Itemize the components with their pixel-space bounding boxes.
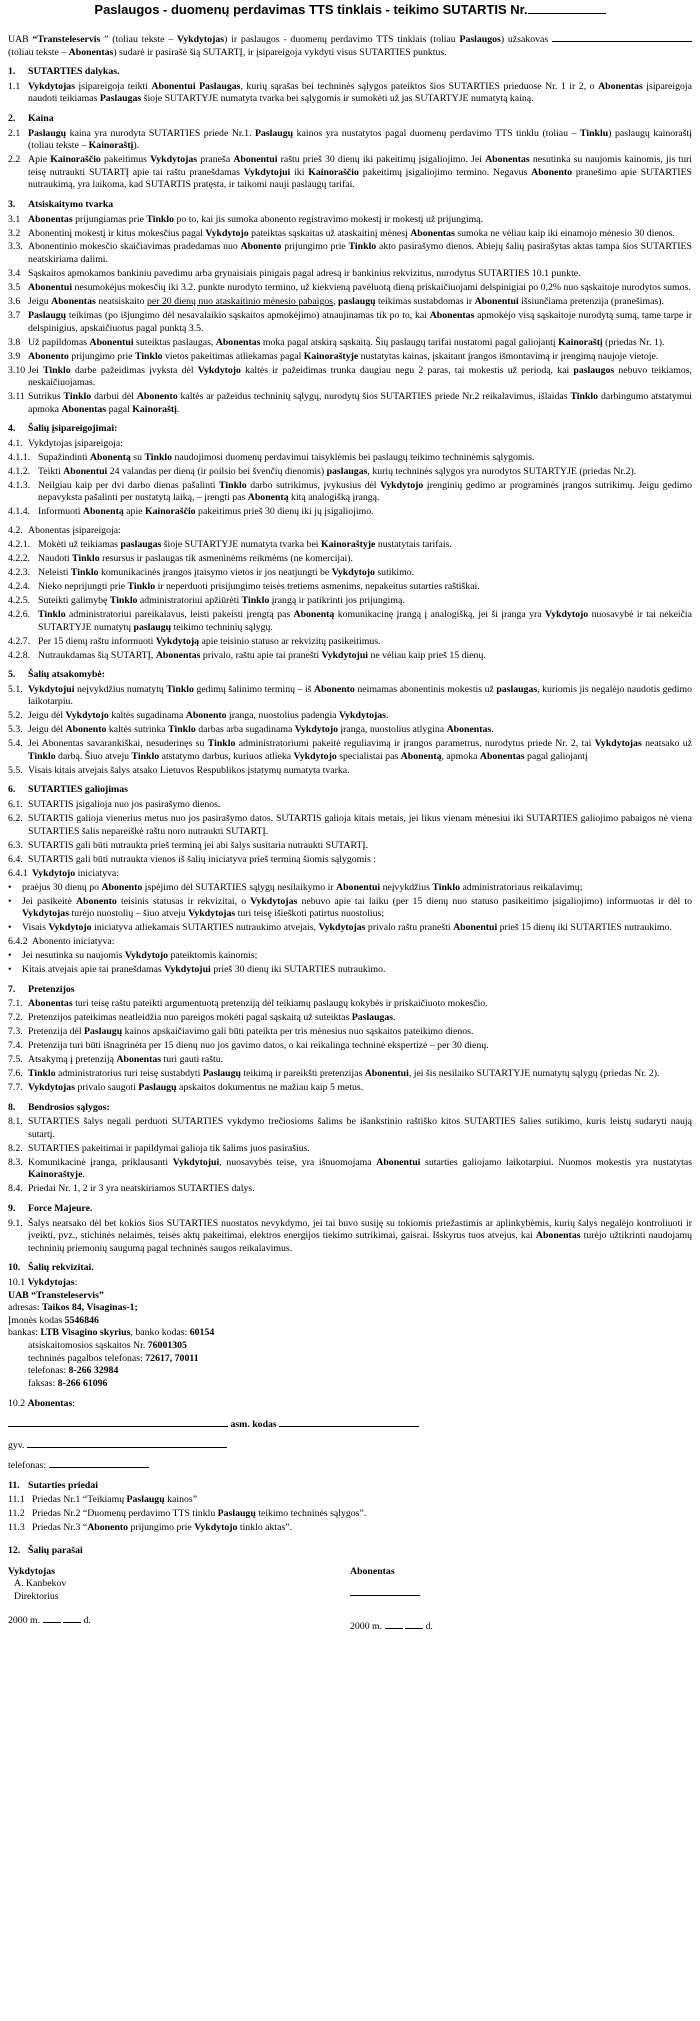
clause: 9.1. Šalys neatsako dėl bet kokios šios SUTARTIES nuostatos nevykdymo, jei tai buvo susiję su tokiomis priežastimis ar aplinkybėmis, kurių šalys negalėjo kontroliuoti ir įveikti, pvz., stichinės nelaimės, teisės aktų pakeitimai, elektros energijos tiekimo sutrikimai, gaisrai. Išskyrus tuos atvejus, kai Abonentas turėjo užtikrinti naudojamų techninių priemonių saugumą pagal techninės saugos reikalavimus.	[8, 1217, 692, 1254]
section-heading: 1. SUTARTIES dalykas.	[8, 66, 120, 78]
section-heading: 9. Force Majeure.	[8, 1203, 93, 1215]
clause: 6.3. SUTARTIS gali būti nutraukta prieš terminą jei abi šalys susitaria nutraukti SUTARTĮ.	[8, 839, 369, 851]
clause: 4.1.3. Neilgiau kaip per dvi darbo dienas pašalinti Tinklo darbo sutrikimus, įvykusius dėl Vykdytojo įrenginių gedimo ar programinės įrangos sutrikimų. Jeigu gedimo nepavyksta pašalinti per nustatytą laiką, – įrengti pas Abonentą kitą analogišką įrangą.	[8, 479, 692, 504]
section-heading: 7. Pretenzijos	[8, 983, 75, 995]
clause: 8.2. SUTARTIES pakeitimai ir papildymai galioja tik šalims juos pasirašius.	[8, 1142, 310, 1154]
clause: 4.2. Abonentas įsipareigoja:	[8, 525, 121, 537]
bullet-dot: •	[8, 964, 12, 976]
clause: 11.3 Priedas Nr.3 “Abonento prijungimo prie Vykdytojo tinklo aktas”.	[8, 1522, 293, 1534]
document-title: Paslaugos - duomenų perdavimas TTS tinklais - teikimo SUTARTIS Nr.	[0, 2, 700, 17]
section-heading: 3. Atsiskaitymo tvarka	[8, 198, 114, 210]
bullet-item: • Jei nesutinka su naujomis Vykdytojo pateiktomis kainomis;	[8, 950, 258, 962]
section-heading: 2. Kaina	[8, 112, 54, 124]
contractor-signature: Vykdytojas A. Kanbekov Direktorius 2000 m. d.	[8, 1565, 91, 1627]
bullet-dot: •	[8, 895, 12, 907]
clause: 6.1. SUTARTIS įsigalioja nuo jos pasirašymo dienos.	[8, 799, 221, 811]
clause: 4.1.4. Informuoti Abonentą apie Kainoraščio pakeitimus prieš 30 dienų iki jų įsigaliojimo.	[8, 506, 374, 518]
clause: 5.5. Visais kitais atvejais šalys atsako Lietuvos Respublikos įstatymų numatyta tvarka.	[8, 764, 350, 776]
section-heading: 6. SUTARTIES galiojimas	[8, 784, 128, 796]
clause: 1.1 Vykdytojas įsipareigoja teikti Abonentui Paslaugas, kurių sąrašas bei techninės sąlygos pateiktos šios SUTARTIES prieduose Nr. 1 ir 2, o Abonentas įsipareigoja naudoti teikiamas Paslaugas šioje SUTARTYJE numatyta tvarka bei sąlygomis ir sumokėti už jas SUTARTYJE numatytą kainą.	[8, 80, 692, 105]
clause: 3.9 Abonento prijungimo prie Tinklo vietos pakeitimas atliekamas pagal Kainoraštyje nustatytas kainas, įskaitant įrangos išmontavimą ir įrengimą naujoje vietoje.	[8, 350, 659, 362]
clause: 4.2.1. Mokėti už teikiamas paslaugas šioje SUTARTYJE numatyta tvarka bei Kainoraštyje nustatytais tarifais.	[8, 539, 452, 551]
clause: 3.7 Paslaugų teikimas (po išjungimo dėl nesavalaikio sąskaitos apmokėjimo) atnaujinamas tik po to, kai Abonentas apmokėjo visą sąskaitoje nurodytą sumą, tame tarpe ir delspinigius, apskaičiuotus pagal punktą 3.5.	[8, 310, 692, 334]
customer-signature-line[interactable]	[350, 1586, 420, 1596]
clause: 5.3. Jeigu dėl Abonento kaltės sutrinka Tinklo darbas arba sugadinama Vykdytojo įranga, nuostolius atlygina Abonentas.	[8, 724, 494, 736]
clause: 7.1. Abonentas turi teisę raštu pateikti argumentuotą pretenziją dėl teikiamų paslaugų kokybės ir priskaičiuoto mokesčio.	[8, 998, 488, 1010]
clause: 4.2.4. Nieko neprijungti prie Tinklo ir neperduoti prisijungimo teisės tretiems asmenims, nepakeitus sutarties raštiškai.	[8, 580, 480, 592]
customer-details: 10.2 Abonentas: asm. kodas gyv. telefonas:	[8, 1398, 692, 1472]
intro-paragraph: UAB “Transteleservis ” (toliau tekste – Vykdytojas) ir paslaugos - duomenų perdavimo TTS tinklais (toliau Paslaugos) užsakovas (toliau tekste – Abonentas) sudarė ir pasirašė šią SUTARTĮ, ir įsipareigoja vykdyti visus SUTARTIES punktus.	[8, 32, 692, 59]
customer-signature: Abonentas 2000 m. d.	[350, 1565, 433, 1632]
section-heading: 5. Šalių atsakomybė:	[8, 669, 106, 681]
contractor-details: 10.1 Vykdytojas: UAB “Transteleservis” adresas: Taikos 84, Visaginas-1; Įmonės kodas 5546846 bankas: LTB Visagino skyrius, banko kodas: 60154 atsiskaitomosios sąskaitos Nr. 76001305 techninės pagalbos telefonas: 72617, 70011 telefonas: 8-266 32984 faksas: 8-266 61096	[8, 1277, 215, 1389]
clause: 8.3. Komunikacinė įranga, priklausanti Vykdytojui, nuosavybės teise, yra išnuomojama Abonentui sutarties galiojamo laikotarpiui. Nuomos mokestis yra nustatytas Kainoraštyje.	[8, 1156, 693, 1181]
clause: 3.2 Abonentinį mokestį ir kitus mokesčius pagal Vykdytojo pateiktas sąskaitas už ataskaitinį mėnesį Abonentas sumoka ne vėliau kaip iki einamojo mėnesio 30 dienos.	[8, 227, 675, 239]
clause: 6.2. SUTARTIS galioja vienerius metus nuo jos pasirašymo datos. SUTARTIS galioja kitais metais, jei likus vienam mėnesiui iki SUTARTIES galiojimo pabaigos nė viena SUTARTIES šalis nepareiškė raštu noro nutraukti SUTARTĮ.	[8, 813, 692, 837]
clause: 3.4 Sąskaitos apmokamos bankiniu pavedimu arba grynaisiais pinigais pagal adresą ir bankinius rekvizitus, nurodytus SUTARTIES 10.1 punkte.	[8, 268, 581, 280]
clause: 5.4. Jei Abonentas savarankiškai, nesuderinęs su Tinklo administratoriumi pakeitė reguliavimą ir įrangos parametrus, nurodytus priede Nr. 2, tai Vykdytojas neatsako už Tinklo darbą. Šiuo atveju Tinklo atstatymo darbus, kuriuos atlieka Vykdytojo specialistai pas Abonentą, apmoka Abonentas pagal galiojantį	[8, 738, 692, 762]
clause: 3.10 Jei Tinklo darbe pažeidimas įvyksta dėl Vykdytojo kaltės ir pažeidimas trunka daugiau negu 2 paras, tai mokestis už periodą, kai paslaugos nebuvo teikiamos, neskaičiuojamas.	[8, 364, 692, 389]
section-heading: 4. Šalių įsipareigojimai:	[8, 423, 118, 435]
section-heading: 11. Sutarties priedai	[8, 1479, 98, 1491]
clause: 11.1 Priedas Nr.1 “Teikiamų Paslaugų kainos”	[8, 1494, 198, 1506]
clause: 7.5. Atsakymą į pretenziją Abonentas turi gauti raštu.	[8, 1054, 224, 1066]
clause: 5.2. Jeigu dėl Vykdytojo kaltės sugadinama Abonento įranga, nuostolius padengia Vykdytojas.	[8, 710, 389, 722]
clause: 2.1 Paslaugų kaina yra nurodyta SUTARTIES priede Nr.1. Paslaugų kainos yra nustatytos pagal duomenų perdavimo TTS tinklu (toliau – Tinklu) paslaugų kainoraštį (toliau tekste – Kainoraštį).	[8, 127, 692, 152]
customer-phone-field[interactable]	[49, 1458, 149, 1468]
clause: 7.2. Pretenzijos pateikimas neatleidžia nuo pareigos mokėti pagal sąskaitą už suteiktas Paslaugas.	[8, 1012, 396, 1024]
section-heading: 10. Šalių rekvizitai.	[8, 1262, 94, 1274]
clause: 8.4. Priedai Nr. 1, 2 ir 3 yra neatskiriamos SUTARTIES dalys.	[8, 1183, 255, 1195]
bullet-dot: •	[8, 922, 12, 934]
clause: 6.4.1 Vykdytojo iniciatyva:	[8, 867, 120, 879]
contract-number-blank	[528, 2, 606, 14]
clause: 2.2 Apie Kainoraščio pakeitimus Vykdytojas praneša Abonentui raštu prieš 30 dienų iki pakeitimų įsigaliojimo. Jei Abonentas nesutinka su naujomis kainomis, jis turi teisę nutraukti SUTARTĮ apie tai raštu pranešdamas Vykdytojui iki Kainoraščio pakeitimų įsigaliojimo termino. Negavus Abonento pranešimo apie SUTARTIES nutraukimą, yra laikoma, kad SUTARTIS pratęsta, ir taikomi nauji paslaugų tarifai.	[8, 154, 693, 191]
clause: 4.2.2. Naudoti Tinklo resursus ir paslaugas tik asmeninėms reikmėms (ne komercijai).	[8, 553, 353, 565]
personal-code-field[interactable]	[279, 1417, 419, 1427]
customer-name-blank	[552, 32, 692, 42]
section-heading: 12. Šalių parašai	[8, 1544, 83, 1556]
clause: 3.11 Sutrikus Tinklo darbui dėl Abonento kaltės ar pažeidus techninių sąlygų, nurodytų šios SUTARTIES priede Nr.2 reikalavimus, išlaidas Tinklo darbingumo atstatymui apmoka Abonentas pagal Kainoraštį.	[8, 391, 692, 415]
clause: 3.3. Abonentinio mokesčio skaičiavimas pradedamas nuo Abonento prijungimo prie Tinklo akto pasirašymo dienos. Abiejų šalių pasirašytas aktas tampa šios SUTARTIES neatskiriama dalimi.	[8, 241, 692, 266]
bullet-dot: •	[8, 950, 12, 962]
clause: 8.1. SUTARTIES šalys negali perduoti SUTARTIES vykdymo trečiosioms šalims be išankstinio raštiško kitos SUTARTIES šalies sutikimo, kuris leistų sudaryti naują sutartį.	[8, 1116, 692, 1140]
bullet-item: • Jei pasikeitė Abonento teisinis statusas ir rekvizitai, o Vykdytojas nebuvo apie tai laiku (per 15 dienų nuo statuso pasikeitimo įsigaliojimo) informuotas ir dėl to Vykdytojas turėjo nuostolių – šiuo atveju Vykdytojas turi teisę išieškoti patirtus nuostolius;	[8, 895, 692, 920]
clause: 5.1. Vykdytojui neįvykdžius numatytų Tinklo gedimų šalinimo terminų – iš Abonento neimamas abonentinis mokestis už paslaugas, kuriomis jis negalėjo naudotis gedimo laikotarpiu.	[8, 683, 692, 708]
clause: 3.6 Jeigu Abonentas neatsiskaito per 20 dienų nuo ataskaitinio mėnesio pabaigos, paslaugų teikimas sustabdomas ir Abonentui išsiunčiama pretenzija (pranešimas).	[8, 296, 664, 308]
clause: 3.1 Abonentas prijungiamas prie Tinklo po to, kai jis sumoka abonento registravimo mokestį ir mokestį už prijungimą.	[8, 213, 484, 225]
clause: 3.8 Už papildomas Abonentui suteiktas paslaugas, Abonentas moka pagal atskirą sąskaitą. Šių paslaugų tarifai nustatomi pagal galiojantį Kainoraštį (priedas Nr. 1).	[8, 336, 665, 348]
clause: 3.5 Abonentui nesumokėjus mokesčių iki 3.2. punkte nurodyto termino, už kiekvieną pavėluotą dieną priskaičiuojami delspinigiai po 0,2% nuo sąskaitoje nurodytos sumos.	[8, 282, 691, 294]
clause: 7.7. Vykdytojas privalo saugoti Paslaugų apskaitos dokumentus ne mažiau kaip 5 metus.	[8, 1082, 364, 1094]
clause: 11.2 Priedas Nr.2 “Duomenų perdavimo TTS tinklu Paslaugų teikimo techninės sąlygos”.	[8, 1508, 367, 1520]
clause: 7.4. Pretenzija turi būti išnagrinėta per 15 dienų nuo jos gavimo datos, o kai reikalinga techninė ekspertizė – per 30 dienų.	[8, 1040, 489, 1052]
clause: 4.1.2. Teikti Abonentui 24 valandas per dieną (ir poilsio bei švenčių dienomis) paslaugas, kurių techninės sąlygos yra nurodytos SUTARTYJE (priedas Nr.2).	[8, 465, 637, 477]
clause: 4.2.7. Per 15 dienų raštu informuoti Vykdytoją apie teisinio statuso ar rekvizitų pasikeitimus.	[8, 635, 381, 647]
clause: 4.2.6. Tinklo administratoriui pareikalavus, leisti pakeisti įrengtą pas Abonentą komunikacinę įrangą į analogišką, jei ši įranga yra Vykdytojo nuosavybė ir tai nekeičia SUTARTYJE numatytų paslaugų teikimo techninių sąlygų.	[8, 608, 692, 633]
clause: 7.6. Tinklo administratorius turi teisę sustabdyti Paslaugų teikimą ir pareikšti pretenzijas Abonentui, jei šis nesilaiko SUTARTYJE numatytų sąlygų (priedas Nr. 2).	[8, 1068, 660, 1080]
section-heading: 8. Bendrosios sąlygos:	[8, 1101, 110, 1113]
customer-name-field[interactable]	[8, 1417, 228, 1427]
document-body	[8, 32, 692, 1633]
clause: 4.2.5. Suteikti galimybę Tinklo administratoriui apžiūrėti Tinklo įrangą ir patikrinti jos prijungimą.	[8, 594, 405, 606]
clause: 4.1.1. Supažindinti Abonentą su Tinklo naudojimosi duomenų perdavimui taisyklėmis bei paslaugų teikimo techninėmis sąlygomis.	[8, 451, 535, 463]
bullet-item: • Kitais atvejais apie tai pranešdamas Vykdytojui prieš 30 dienų iki SUTARTIES nutraukimo.	[8, 964, 386, 976]
clause: 4.2.3. Neleisti Tinklo komunikacinės įrangos įtaisymo vietos ir jos neatjungti be Vykdytojo sutikimo.	[8, 567, 415, 578]
clause: 6.4.2 Abonento iniciatyva:	[8, 936, 115, 948]
clause: 7.3. Pretenzija dėl Paslaugų kainos apskaičiavimo gali būti pateikta per tris mėnesius nuo sąskaitos pateikimo dienos.	[8, 1026, 474, 1038]
bullet-item: • Visais Vykdytojo iniciatyva atliekamais SUTARTIES nutraukimo atvejais, Vykdytojas privalo raštu pranešti Abonentui prieš 15 dienų iki SUTARTIES nutraukimo.	[8, 922, 672, 934]
clause: 4.2.8. Nutraukdamas šią SUTARTĮ, Abonentas privalo, raštu apie tai pranešti Vykdytojui ne vėliau kaip prieš 15 dienų.	[8, 649, 486, 661]
signature-block	[8, 1566, 692, 1634]
bullet-dot: •	[8, 881, 12, 893]
bullet-item: • praėjus 30 dienų po Abonento įspėjimo dėl SUTARTIES sąlygų nesilaikymo ir Abonentui neįvykdžius Tinklo administratoriaus reikalavimų;	[8, 881, 583, 893]
residence-field[interactable]	[27, 1438, 227, 1448]
clause: 4.1. Vykdytojas įsipareigoja:	[8, 437, 123, 449]
clause: 6.4. SUTARTIS gali būti nutraukta vienos iš šalių iniciatyva prieš terminą šiomis sąlygomis :	[8, 853, 377, 865]
